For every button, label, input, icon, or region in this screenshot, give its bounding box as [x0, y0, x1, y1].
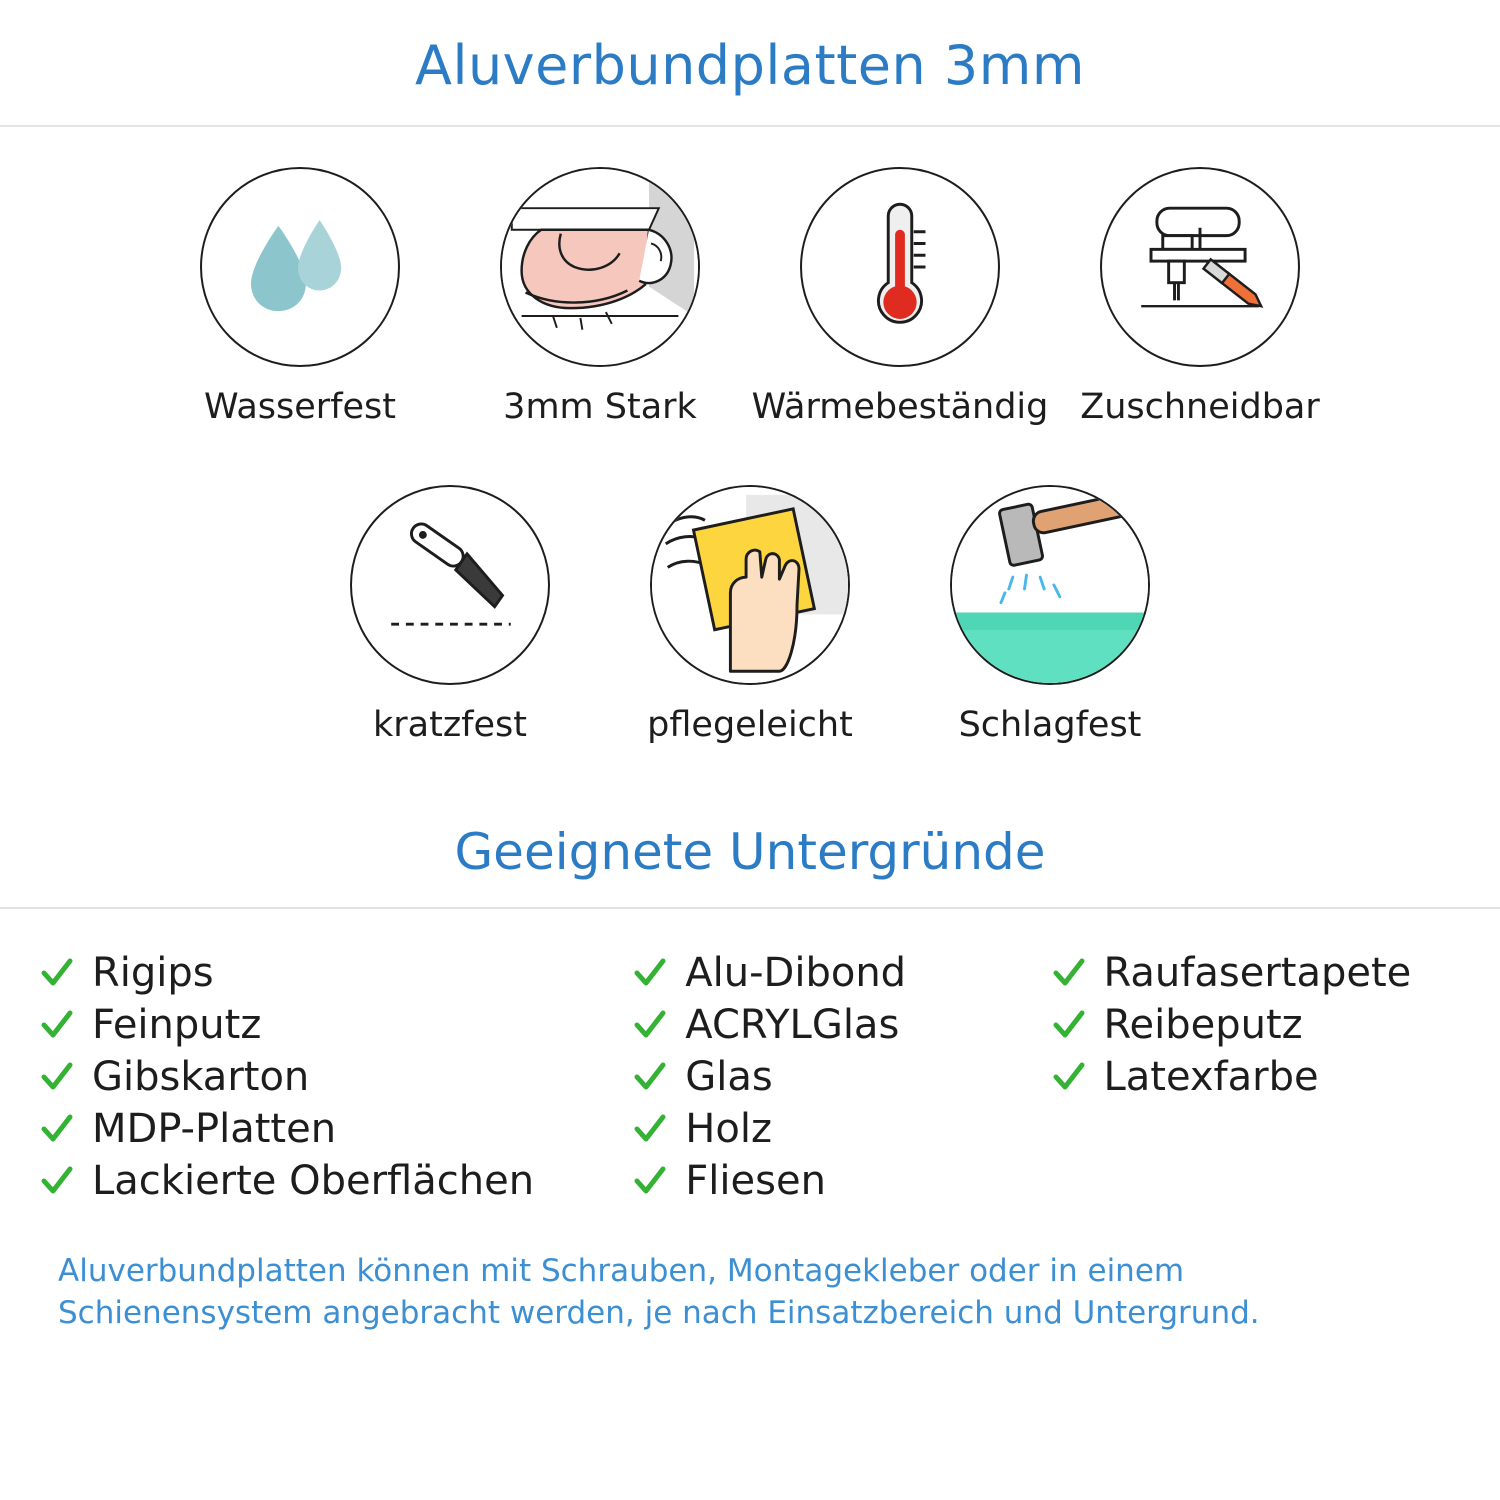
check-icon: [40, 956, 74, 990]
page-title: Aluverbundplatten 3mm: [415, 34, 1085, 97]
feature-label: Schlagfest: [958, 705, 1142, 745]
feature-row-primary: [0, 167, 1500, 427]
list-item-label: Lackierte Oberflächen: [92, 1158, 535, 1204]
list-item-label: Holz: [685, 1106, 772, 1152]
list-item: [40, 999, 633, 1051]
list-item-label: Feinputz: [92, 1002, 262, 1048]
check-icon: [1052, 956, 1086, 990]
check-icon: [1052, 1060, 1086, 1094]
check-icon: [633, 956, 667, 990]
list-item: [40, 1103, 633, 1155]
jigsaw-cutter-icon: [1100, 167, 1300, 367]
list-item: [633, 1155, 1051, 1207]
feature-kratzfest: [300, 485, 600, 745]
footnote-text: Aluverbundplatten können mit Schrauben, Montagekleber oder in einem Schienensystem angebracht werden, je nach Einsatzbereich und Untergrund.: [58, 1253, 1260, 1331]
substrates-column-3: [1052, 947, 1461, 1207]
substrates-column-1: [40, 947, 633, 1207]
knife-scratch-icon: [350, 485, 550, 685]
feature-label: Wasserfest: [203, 387, 397, 427]
list-item-label: MDP-Platten: [92, 1106, 337, 1152]
list-item: [633, 1103, 1051, 1155]
check-icon: [633, 1060, 667, 1094]
list-item: [40, 947, 633, 999]
feature-waermebestaendig: [750, 167, 1050, 427]
feature-row-secondary: [0, 485, 1500, 745]
check-icon: [633, 1164, 667, 1198]
check-icon: [633, 1008, 667, 1042]
strong-arm-icon: [500, 167, 700, 367]
feature-wasserfest: [150, 167, 450, 427]
list-item-label: Gibskarton: [92, 1054, 310, 1100]
header-divider: [0, 125, 1500, 127]
feature-label: 3mm Stark: [503, 387, 697, 427]
list-item: [40, 1155, 633, 1207]
section-title-substrates: Geeignete Untergründe: [454, 823, 1046, 881]
check-icon: [40, 1008, 74, 1042]
list-item-label: Fliesen: [685, 1158, 826, 1204]
list-item: [633, 947, 1051, 999]
water-drops-icon: [200, 167, 400, 367]
feature-label: kratzfest: [372, 705, 527, 745]
list-item-label: Reibeputz: [1103, 1002, 1303, 1048]
feature-label: Zuschneidbar: [1080, 387, 1320, 427]
hammer-impact-icon: [950, 485, 1150, 685]
list-item-label: Raufasertapete: [1103, 950, 1412, 996]
feature-pflegeleicht: [600, 485, 900, 745]
substrates-checklist: [0, 909, 1500, 1207]
list-item: [1052, 1051, 1461, 1103]
list-item-label: Alu-Dibond: [685, 950, 907, 996]
list-item-label: ACRYLGlas: [685, 1002, 900, 1048]
feature-3mm-stark: [450, 167, 750, 427]
list-item: [40, 1051, 633, 1103]
list-item-label: Latexfarbe: [1103, 1054, 1319, 1100]
substrates-column-2: [633, 947, 1051, 1207]
list-item: [1052, 999, 1461, 1051]
cleaning-cloth-hand-icon: [650, 485, 850, 685]
check-icon: [40, 1060, 74, 1094]
list-item-label: Glas: [685, 1054, 773, 1100]
check-icon: [40, 1112, 74, 1146]
list-item: [1052, 947, 1461, 999]
check-icon: [1052, 1008, 1086, 1042]
list-item-label: Rigips: [92, 950, 214, 996]
list-item: [633, 1051, 1051, 1103]
feature-zuschneidbar: [1050, 167, 1350, 427]
check-icon: [633, 1112, 667, 1146]
check-icon: [40, 1164, 74, 1198]
list-item: [633, 999, 1051, 1051]
feature-label: Wärmebeständig: [751, 387, 1049, 427]
thermometer-icon: [800, 167, 1000, 367]
feature-schlagfest: [900, 485, 1200, 745]
feature-label: pflegeleicht: [647, 705, 853, 745]
